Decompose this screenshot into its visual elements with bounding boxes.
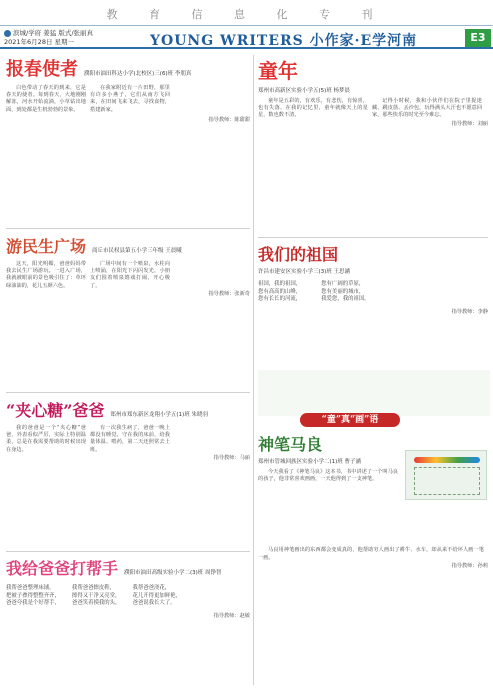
poem-line: 爸爸说我长大了。 (132, 600, 176, 607)
poem-line: 我帮爸爸擦皮鞋， (71, 585, 116, 591)
article-park (6, 234, 250, 389)
poem-block (258, 281, 301, 304)
poem-line: 您有长长的河流， (258, 296, 302, 303)
newspaper-logo-icon (4, 30, 11, 37)
child-drawing-image (405, 450, 487, 500)
section-divider (258, 237, 488, 238)
article-author: 指导教师：张新奇 (208, 290, 250, 297)
poem-line: 擦得又干净又亮堂， (71, 592, 121, 599)
article-author: 指导教师：刘丽 (451, 120, 488, 127)
article-paragraph: 童年是五彩的，有欢乐，有悲伤，有惊喜，也有失落。在我的记忆里，童年就像天上的星星，数也数不清。 (258, 98, 368, 119)
column-divider (253, 55, 254, 685)
poem-line: 祖国，我的祖国， (258, 281, 302, 287)
poem-line: 您有美丽的城市， (321, 288, 365, 295)
poem-line: 您有广阔的草原， (321, 281, 365, 287)
poem-block (72, 585, 121, 608)
poem-line: 您有高高的山峰， (258, 288, 302, 295)
article-title: “夹心糖”爸爸 (6, 401, 105, 420)
editor-line: 滨城/学府 姜猛 版式/张丽真 (13, 29, 94, 37)
poem-block (321, 281, 370, 304)
article-byline: 濮阳市油田科达小学(北校区)三(6)班 李朋真 (84, 71, 192, 77)
article-paragraph: 白色带动了春天的到来，它是春天的使者。每到春天，大地刚刚解冻，河水开始流淌，小草钻出地面，到处都是生机勃勃的景象。 (6, 85, 86, 113)
poem-block (6, 585, 60, 608)
section-divider (6, 551, 250, 552)
article-dad (6, 398, 250, 548)
article-byline: 濮阳市油田高级实验小学二(3)班 周铮智 (124, 570, 222, 576)
feature-badge: “童”真“画”语 (300, 413, 400, 427)
edition-info (4, 29, 93, 46)
article-paragraph: 我的爸爸是一个“夹心糖”爸爸，外表看似严厉，实际上特别温柔，总是在我需要帮助的时候出现在身边。 (6, 425, 86, 453)
article-paragraph: 记得小时候，我和小伙伴们在院子里捉迷藏、跳皮筋、丢沙包，玩得满头大汗也不愿意回家，那些快乐的时光至今难忘。 (372, 98, 482, 119)
article-paragraph: 在我家附近有一片田野，那里有许多小燕子，它们从南方飞回来，在田间飞来飞去，寻找食物，搭建新家。 (90, 85, 170, 113)
section-divider (6, 228, 250, 229)
page-masthead: YOUNG WRITERS 小作家·E学河南 (150, 33, 418, 49)
article-title: 报春使者 (6, 59, 78, 80)
section-divider (6, 392, 250, 393)
poem-line: 我帮爸爸浇花， (132, 585, 171, 591)
feature-band (258, 370, 490, 416)
masthead-bar (0, 27, 493, 49)
article-byline: 郑州市高新区实验小学五(5)班 杨梦晨 (258, 88, 351, 94)
article-author: 指导教师：陈甜甜 (208, 116, 250, 123)
article-byline: 许昌市建安区实验小学三(3)班 王思涵 (258, 269, 351, 275)
poem-line: 花儿开得更加鲜艳， (132, 592, 181, 599)
article-byline: 郑州市郑东新区龙翔小学五(1)班 朱晓羽 (110, 412, 208, 418)
poem-line: 我帮爸爸整理床铺， (6, 585, 55, 591)
article-paragraph: 有一次我生病了，爸爸一晚上都没有睡觉，守在我的床前，给我量体温、喂药，第二天还照常去上班。 (90, 425, 170, 453)
article-author: 指导教师：孙莉 (451, 562, 488, 569)
top-tagline-bar (0, 0, 493, 26)
article-childhood (258, 55, 488, 235)
article-author: 指导教师：李静 (451, 308, 488, 315)
poem-line: 爸爸夸我是个好帮手， (6, 600, 60, 607)
poem-block (132, 585, 181, 608)
article-spring (6, 55, 250, 225)
article-title: 我给爸爸打帮手 (6, 559, 119, 578)
article-paragraph: 马良用神笔画出的东西都会变成真的，他帮助穷人画出了耕牛、水车，却从来不给坏人画一笔一画。 (258, 547, 484, 561)
poem-line: 把被子叠得整整齐齐， (6, 592, 60, 599)
poem-line: 爸爸笑着摸我的头， (71, 600, 121, 607)
article-author: 指导教师：赵敏 (213, 612, 250, 619)
article-paragraph: 广场中间有一个喷泉，水柱向上喷涌，在阳光下闪闪发光，小朋友们围着喷泉嬉戏打闹，开心极了。 (90, 261, 170, 289)
drawing-frame (414, 467, 480, 495)
article-class (258, 242, 488, 367)
special-issue-tagline: 教 育 信 息 化 专 刊 (106, 8, 387, 21)
article-paragraph: 今天我看了《神笔马良》这本书，书中讲述了一个叫马良的孩子，他非常喜欢画画，一天他得到了一支神笔。 (258, 469, 398, 483)
article-help (6, 556, 250, 686)
article-title: 童年 (258, 59, 298, 83)
crayon-illustration (414, 457, 480, 463)
article-author: 指导教师：马丽 (213, 454, 250, 461)
article-paragraph: 这天，阳光明媚，爸爸妈妈带我去民生广场游玩。一进入广场，我就被眼前的景色吸引住了：草坪绿油油的，花儿五颜六色。 (6, 261, 86, 289)
article-title: 神笔马良 (258, 435, 323, 454)
article-title: 游民生广场 (6, 237, 87, 256)
article-byline: 商丘市民权县第五小学三年级 王晨曦 (92, 248, 182, 254)
date-line: 2021年6月28日 星期一 (4, 37, 75, 46)
article-title: 我们的祖国 (258, 245, 339, 264)
poem-line: 我爱您，我的祖国。 (321, 296, 370, 303)
article-byline: 郑州市管城回族区实验小学二(1)班 曹子涵 (258, 459, 362, 465)
page-number-badge: E3 (465, 29, 491, 47)
